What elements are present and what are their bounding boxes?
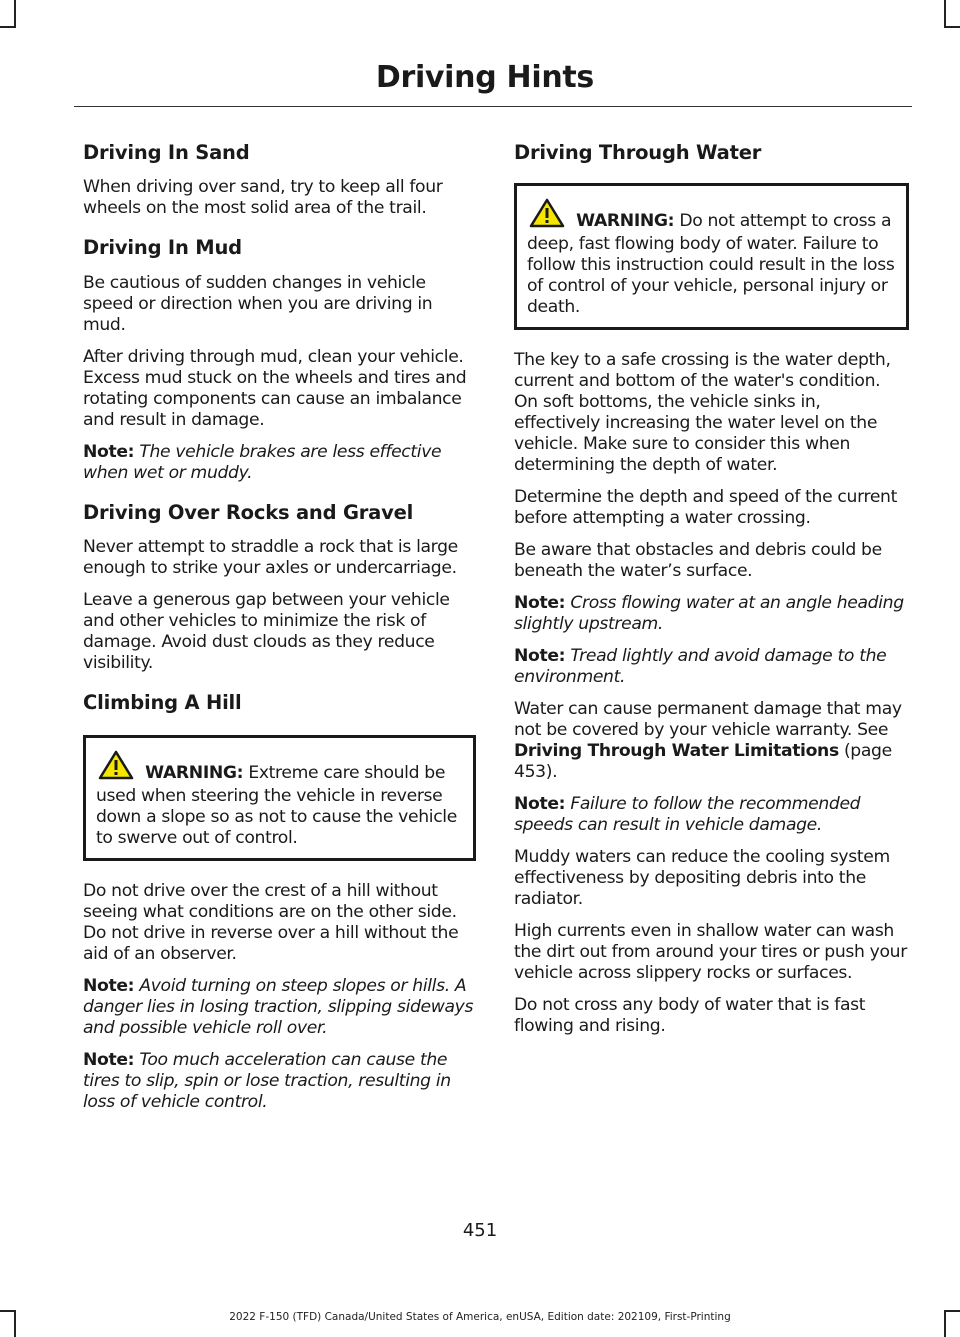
note-text: Too much acceleration can cause the tires to slip, spin or lose traction, resulting in loss of vehicle control. [83,1050,451,1113]
page-reference: (page 453). [514,741,892,783]
water-paragraph-3: Be aware that obstacles and debris could be beneath the water’s surface. [514,540,882,582]
water-paragraph-7: Do not cross any body of water that is fast flowing and rising. [514,995,866,1037]
mud-paragraph-2: After driving through mud, clean your vehicle. Excess mud stuck on the wheels and tires and rotating components can cause an imbalance and result in damage. [83,346,467,430]
warning-text: Extreme care should be used when steering the vehicle in reverse down a slope so as not to cause the vehicle to swerve out of control. [96,763,457,849]
left-column [83,140,476,1124]
note-text: The vehicle brakes are less effective when wet or muddy. [83,441,442,483]
warning-label: WARNING: [576,211,675,232]
rocks-paragraph-1: Never attempt to straddle a rock that is large enough to strike your axles or undercarriage. [83,537,458,579]
water-paragraph-5: Muddy waters can reduce the cooling system effectiveness by depositing debris into the radiator. [514,847,890,910]
water-paragraph-4 [514,699,909,783]
right-column [514,140,909,1048]
warning-label: WARNING: [145,763,244,784]
water-note-1 [514,593,909,635]
mud-heading: Driving In Mud [83,236,242,260]
mud-note [83,442,476,484]
note-label: Note: [514,794,566,815]
rocks-paragraph-2: Leave a generous gap between your vehicle and other vehicles to minimize the risk of damage. Avoid dust clouds as they reduce visibility. [83,590,450,674]
water-paragraph-1: The key to a safe crossing is the water depth, current and bottom of the water's condition. On soft bottoms, the vehicle sinks in, effectively increasing the water level on the vehicle. Make sure to consider this when determining the depth of water. [514,350,891,476]
mud-paragraph-1: Be cautious of sudden changes in vehicle speed or direction when you are driving in mud. [83,272,433,335]
note-text: Failure to follow the recommended speeds can result in vehicle damage. [514,794,861,836]
crop-mark-top-right-h [944,26,960,28]
warning-triangle-icon [529,198,565,234]
water-warning-box [514,183,909,330]
hill-note-2 [83,1050,476,1113]
note-text: Avoid turning on steep slopes or hills. A danger lies in losing traction, slipping sideways and possible vehicle roll over. [83,976,474,1039]
warning-text: Do not attempt to cross a deep, fast flowing body of water. Failure to follow this instruction could result in the loss of control of your vehicle, personal injury or death. [527,211,895,318]
warning-triangle-icon [98,750,134,786]
water-paragraph-6: High currents even in shallow water can wash the dirt out from around your tires or push your vehicle across slippery rocks or surfaces. [514,921,907,984]
crop-mark-top-left-h [0,26,16,28]
sand-paragraph: When driving over sand, try to keep all four wheels on the most solid area of the trail. [83,177,443,219]
water-note-2 [514,646,909,688]
cross-reference-link[interactable]: Driving Through Water Limitations [514,741,839,762]
page-number: 451 [462,1220,498,1241]
note-label: Note: [83,441,135,462]
crop-mark-top-left-v [14,0,16,26]
note-label: Note: [83,1050,135,1071]
warranty-text: Water can cause permanent damage that may not be covered by your vehicle warranty. See [514,699,902,741]
note-text: Cross flowing water at an angle heading slightly upstream. [514,593,904,635]
note-label: Note: [514,593,566,614]
water-heading: Driving Through Water [514,141,762,164]
hill-note-1 [83,976,476,1039]
note-text: Tread lightly and avoid damage to the environment. [514,646,887,688]
sand-heading: Driving In Sand [83,141,250,164]
header-divider [74,106,912,107]
water-note-3 [514,794,909,836]
page-header-title: Driving Hints [375,60,594,95]
rocks-heading: Driving Over Rocks and Gravel [83,500,414,524]
footer-edition-info: 2022 F-150 (TFD) Canada/United States of America, enUSA, Edition date: 202109, First-Printing [229,1311,731,1323]
note-label: Note: [514,646,566,667]
water-paragraph-2: Determine the depth and speed of the current before attempting a water crossing. [514,487,897,529]
hill-paragraph-1: Do not drive over the crest of a hill without seeing what conditions are on the other side. Do not drive in reverse over a hill without the aid of an observer. [83,881,459,965]
hill-heading: Climbing A Hill [83,691,242,715]
crop-mark-top-right-v [944,0,946,26]
hill-warning-box [83,735,476,861]
note-label: Note: [83,976,135,997]
